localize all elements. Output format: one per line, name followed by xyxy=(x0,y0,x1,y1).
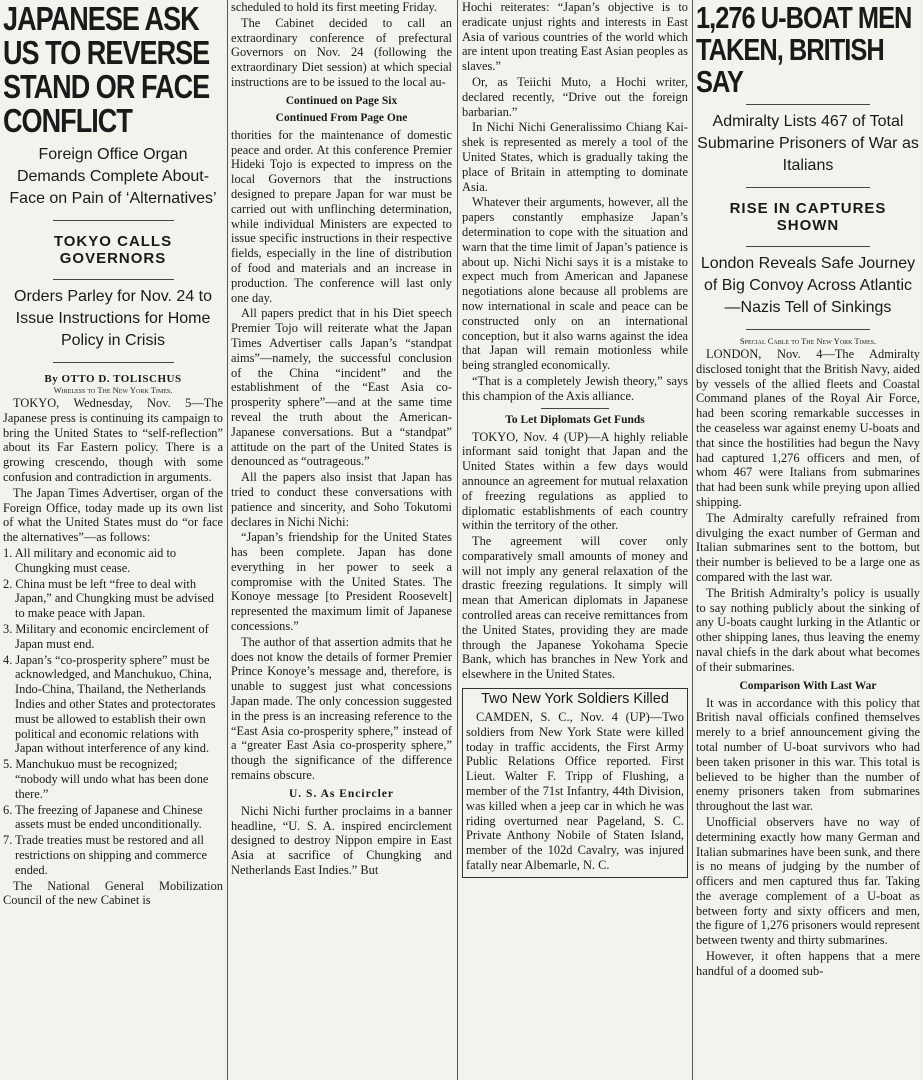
article-paragraph: All papers predict that in his Diet speech Premier Tojo will reiterate what the Japan Times Advertiser calls Japan’s “standpat aims”—namely, the successful conclusion of the China “incident” and the establishment of the “East Asia co-prosperity sphere”—and at the same time reveal the truth about the American-Japanese conversations. But a “standpat” attitude on the part of the United States is denounced as “outrageous.” xyxy=(231,306,452,469)
article-paragraph: TOKYO, Wednesday, Nov. 5—The Japanese press is continuing its campaign to bring the United States to “self-reflection” about its Far Eastern policy. There is a growing crescendo, though with some confusion and contradiction in arguments. xyxy=(3,396,223,484)
article-paragraph: The National General Mobilization Council of the new Cabinet is xyxy=(3,878,223,908)
article-paragraph: However, it often happens that a mere handful of a doomed sub- xyxy=(696,949,920,978)
demand-list-item: 2. China must be left “free to deal with Japan,” and Chungking must be advised to make peace with Japan. xyxy=(3,576,214,621)
deck-parley: Orders Parley for Nov. 24 to Issue Instructions for Home Policy in Crisis xyxy=(14,288,212,349)
demand-list-item: 1. All military and economic aid to Chungking must cease. xyxy=(3,545,177,575)
demand-list-item: 5. Manchukuo must be recognized; “nobody will undo what has been done there.” xyxy=(3,757,209,801)
main-headline: JAPANESE ASK US TO REVERSE STAND OR FACE CONFLICT xyxy=(3,0,210,139)
deck-divider xyxy=(53,220,174,221)
uboat-headline: 1,276 U-BOAT MEN TAKEN, BRITISH SAY xyxy=(696,0,912,99)
deck-divider xyxy=(53,362,174,363)
article-paragraph: “Japan’s friendship for the United States has been complete. Japan has done everything in her power to seek a compromise with the United States. The Konoye message [to President Roosevelt] represented the maximum limit of Japanese concessions.” xyxy=(231,530,452,634)
article-paragraph: The agreement will cover only comparatively small amounts of money and will not imply any general relaxation of the drastic freezing regulations. It simply will mean that American diplomats in Japanese controlled areas can receive remittances from the United States, providing they are made through the Japanese Yokohama Specie Bank, which has branches in New York and elsewhere in the United States. xyxy=(462,534,688,682)
article-paragraph: scheduled to hold its first meeting Friday. xyxy=(231,0,438,14)
continued-from-notice: Continued From Page One xyxy=(275,111,408,124)
demand-list-item: 3. Military and economic encirclement of Japan must end. xyxy=(3,621,209,651)
article-paragraph: thorities for the maintenance of domestic peace and order. At this conference Premier Hideki Tojo is expected to impress on the local Governors that the instructions designed to prepare Japan for war must be carried out with unflinching determination, while individual Ministers are expected to issue specific instructions in their respective fields, especially in the line of distribution of food and materials and an increase in production. The conference will last only one day. xyxy=(231,127,452,305)
article-paragraph: LONDON, Nov. 4—The Admiralty disclosed tonight that the British Navy, aided by vessels of the allied fleets and Coastal Command planes of the Royal Air Force, had been scoring remarkable successes in the ceaseless war against enemy U-boats and that since the hostilities had begun the Navy had captured 1,276 officers and men, of whom 467 were Italians from submarines that had been sunk while preying upon allied shipping. xyxy=(696,347,920,509)
deck-divider xyxy=(746,329,869,330)
demand-list-item: 6. The freezing of Japanese and Chinese assets must be ended unconditionally. xyxy=(3,802,203,832)
soldiers-killed-box xyxy=(462,688,688,878)
cable-credit: Special Cable to The New York Times. xyxy=(739,336,877,346)
demand-list-item: 4. Japan’s “co-prosperity sphere” must be acknowledged, and Manchukuo, China, Indo-China, Thailand, the Netherlands Indies and other States and protectorates must be allowed to establish their own political and economic relations with Japan without interference of any kind. xyxy=(3,652,216,756)
article-paragraph: The Japan Times Advertiser, organ of the Foreign Office, today made up its own list of what the United States must do “or face the alternatives”—as follows: xyxy=(3,485,223,545)
article-paragraph: In Nichi Nichi Generalissimo Chiang Kai-shek is represented as merely a tool of the United States, which is gradually taking the place of Britain in attempting to dominate Asia. xyxy=(462,120,688,194)
article-paragraph: “That is a completely Jewish theory,” says this champion of the Axis alliance. xyxy=(462,373,688,403)
wire-credit: Wireless to The New York Times. xyxy=(53,385,173,395)
deck-divider xyxy=(746,246,869,247)
deck-about-face: Foreign Office Organ Demands Complete About-Face on Pain of ‘Alternatives’ xyxy=(9,146,217,207)
subhead-diplomats-funds: To Let Diplomats Get Funds xyxy=(505,413,645,426)
article-paragraph: Or, as Teiichi Muto, a Hochi writer, declared recently, “Drive out the foreign barbarian.” xyxy=(462,74,688,119)
column-rule xyxy=(457,0,458,1080)
column-press-views xyxy=(459,0,691,1080)
deck-tokyo-calls: TOKYO CALLS GOVERNORS xyxy=(53,233,173,267)
box-headline: Two New York Soldiers Killed xyxy=(481,691,669,708)
deck-admiralty-lists: Admiralty Lists 467 of Total Submarine Prisoners of War as Italians xyxy=(697,113,919,174)
deck-rise-in-captures: RISE IN CAPTURES SHOWN xyxy=(729,200,887,234)
article-paragraph: All the papers also insist that Japan has tried to conduct these conversations with patience and sincerity, and Soho Tokutomi declares in Nichi Nichi: xyxy=(231,470,452,529)
subhead-encircler: U. S. As Encircler xyxy=(289,787,394,800)
article-paragraph: The Cabinet decided to call an extraordinary conference of prefectural Governors on Nov. 24 (following the extraordinary Diet session) at which special instructions are to be issued to the local au- xyxy=(231,15,452,89)
deck-divider xyxy=(746,104,869,105)
column-japan-story xyxy=(0,0,226,1080)
deck-divider xyxy=(53,279,174,280)
box-paragraph: CAMDEN, S. C., Nov. 4 (UP)—Two soldiers from New York State were killed today in traffic accidents, the First Army Public Relations Office reported. First Lieut. Walter F. Tripp of Flushing, a member of the 71st Infantry, 44th Division, was killed when a jeep car in which he was riding overturned near Pageland, S. C. Private Anthony Nobile of Staten Island, member of the 102d Cavalry, was injured fatally near Albemarle, N. C. xyxy=(466,710,684,873)
column-japan-continued xyxy=(228,0,455,1080)
column-uboat-story xyxy=(693,0,923,1080)
article-paragraph: TOKYO, Nov. 4 (UP)—A highly reliable informant said tonight that Japan and the United States within a few days would announce an agreement for mutual relaxation of freezing regulations as applied to diplomatic establishments of each country within the territory of the other. xyxy=(462,429,688,533)
demand-list-item: 7. Trade treaties must be restored and all restrictions on shipping and commerce ended. xyxy=(3,833,208,877)
article-paragraph: Nichi Nichi further proclaims in a banner headline, “U. S. A. inspired encirclement designed to destroy Nippon empire in East Asia at sacrifice of Chungking and Netherlands East Indies.” But xyxy=(231,803,452,878)
article-paragraph: The Admiralty carefully refrained from divulging the exact number of German and Italian submarines sent to the bottom, but their number is believed to be a large one as compared with the last war. xyxy=(696,510,920,584)
section-divider xyxy=(541,408,609,409)
article-paragraph: The author of that assertion admits that he does not know the details of former Premier Prince Konoye’s message and, therefore, is unable to suggest just what concessions Japan made. The only concession suggested in the press is an increasing reference to the “East Asia co-prosperity sphere,” instead of a “greater East Asia co-prosperity sphere,” though the significance of the difference remains obscure. xyxy=(231,634,452,783)
deck-divider xyxy=(746,187,869,188)
article-paragraph: Unofficial observers have no way of determining exactly how many German and Italian submarines have been sunk, and there is no means of judging by the number of officers and men captured thus far. Taking the average complement of a U-boat as between forty and sixty officers and men, the figure of 1,276 prisoners would represent between twenty and thirty submarines. xyxy=(696,814,920,948)
byline: By OTTO D. TOLISCHUS xyxy=(44,373,182,385)
deck-convoy: London Reveals Safe Journey of Big Convoy Across Atlantic —Nazis Tell of Sinkings xyxy=(700,255,916,316)
article-paragraph: Hochi reiterates: “Japan’s objective is to eradicate unjust rights and interests in East Asia of various countries of the world which are intent upon treating East Asian peoples as slaves.” xyxy=(462,0,688,74)
article-paragraph: Whatever their arguments, however, all the papers constantly emphasize Japan’s determination to cope with the situation and warn that the time limit of Japan’s patience is about up. Nichi Nichi says it is a mistake to expect much from American and Japanese negotiations alone because all problems are now international in scale and peace can be constructed only on an international conception, but it also warns against the idea that Japan will remain motionless while being strangled economically. xyxy=(462,195,688,373)
article-paragraph: It was in accordance with this policy that British naval officials confined themselves merely to a brief announcement giving the total number of U-boat survivors who had been taken prisoner in this war. This total is believed to be higher than the number of enemy prisoners taken from submarines throughout the last war. xyxy=(696,695,920,814)
continued-on-notice: Continued on Page Six xyxy=(285,94,398,107)
subhead-comparison: Comparison With Last War xyxy=(739,679,877,692)
article-paragraph: The British Admiralty’s policy is usually to say nothing publicly about the sinking of any U-boats caught lurking in the Atlantic or other shipping lanes, thus leaving the enemy naval chiefs in the dark about what becomes of their submarines. xyxy=(696,585,920,674)
